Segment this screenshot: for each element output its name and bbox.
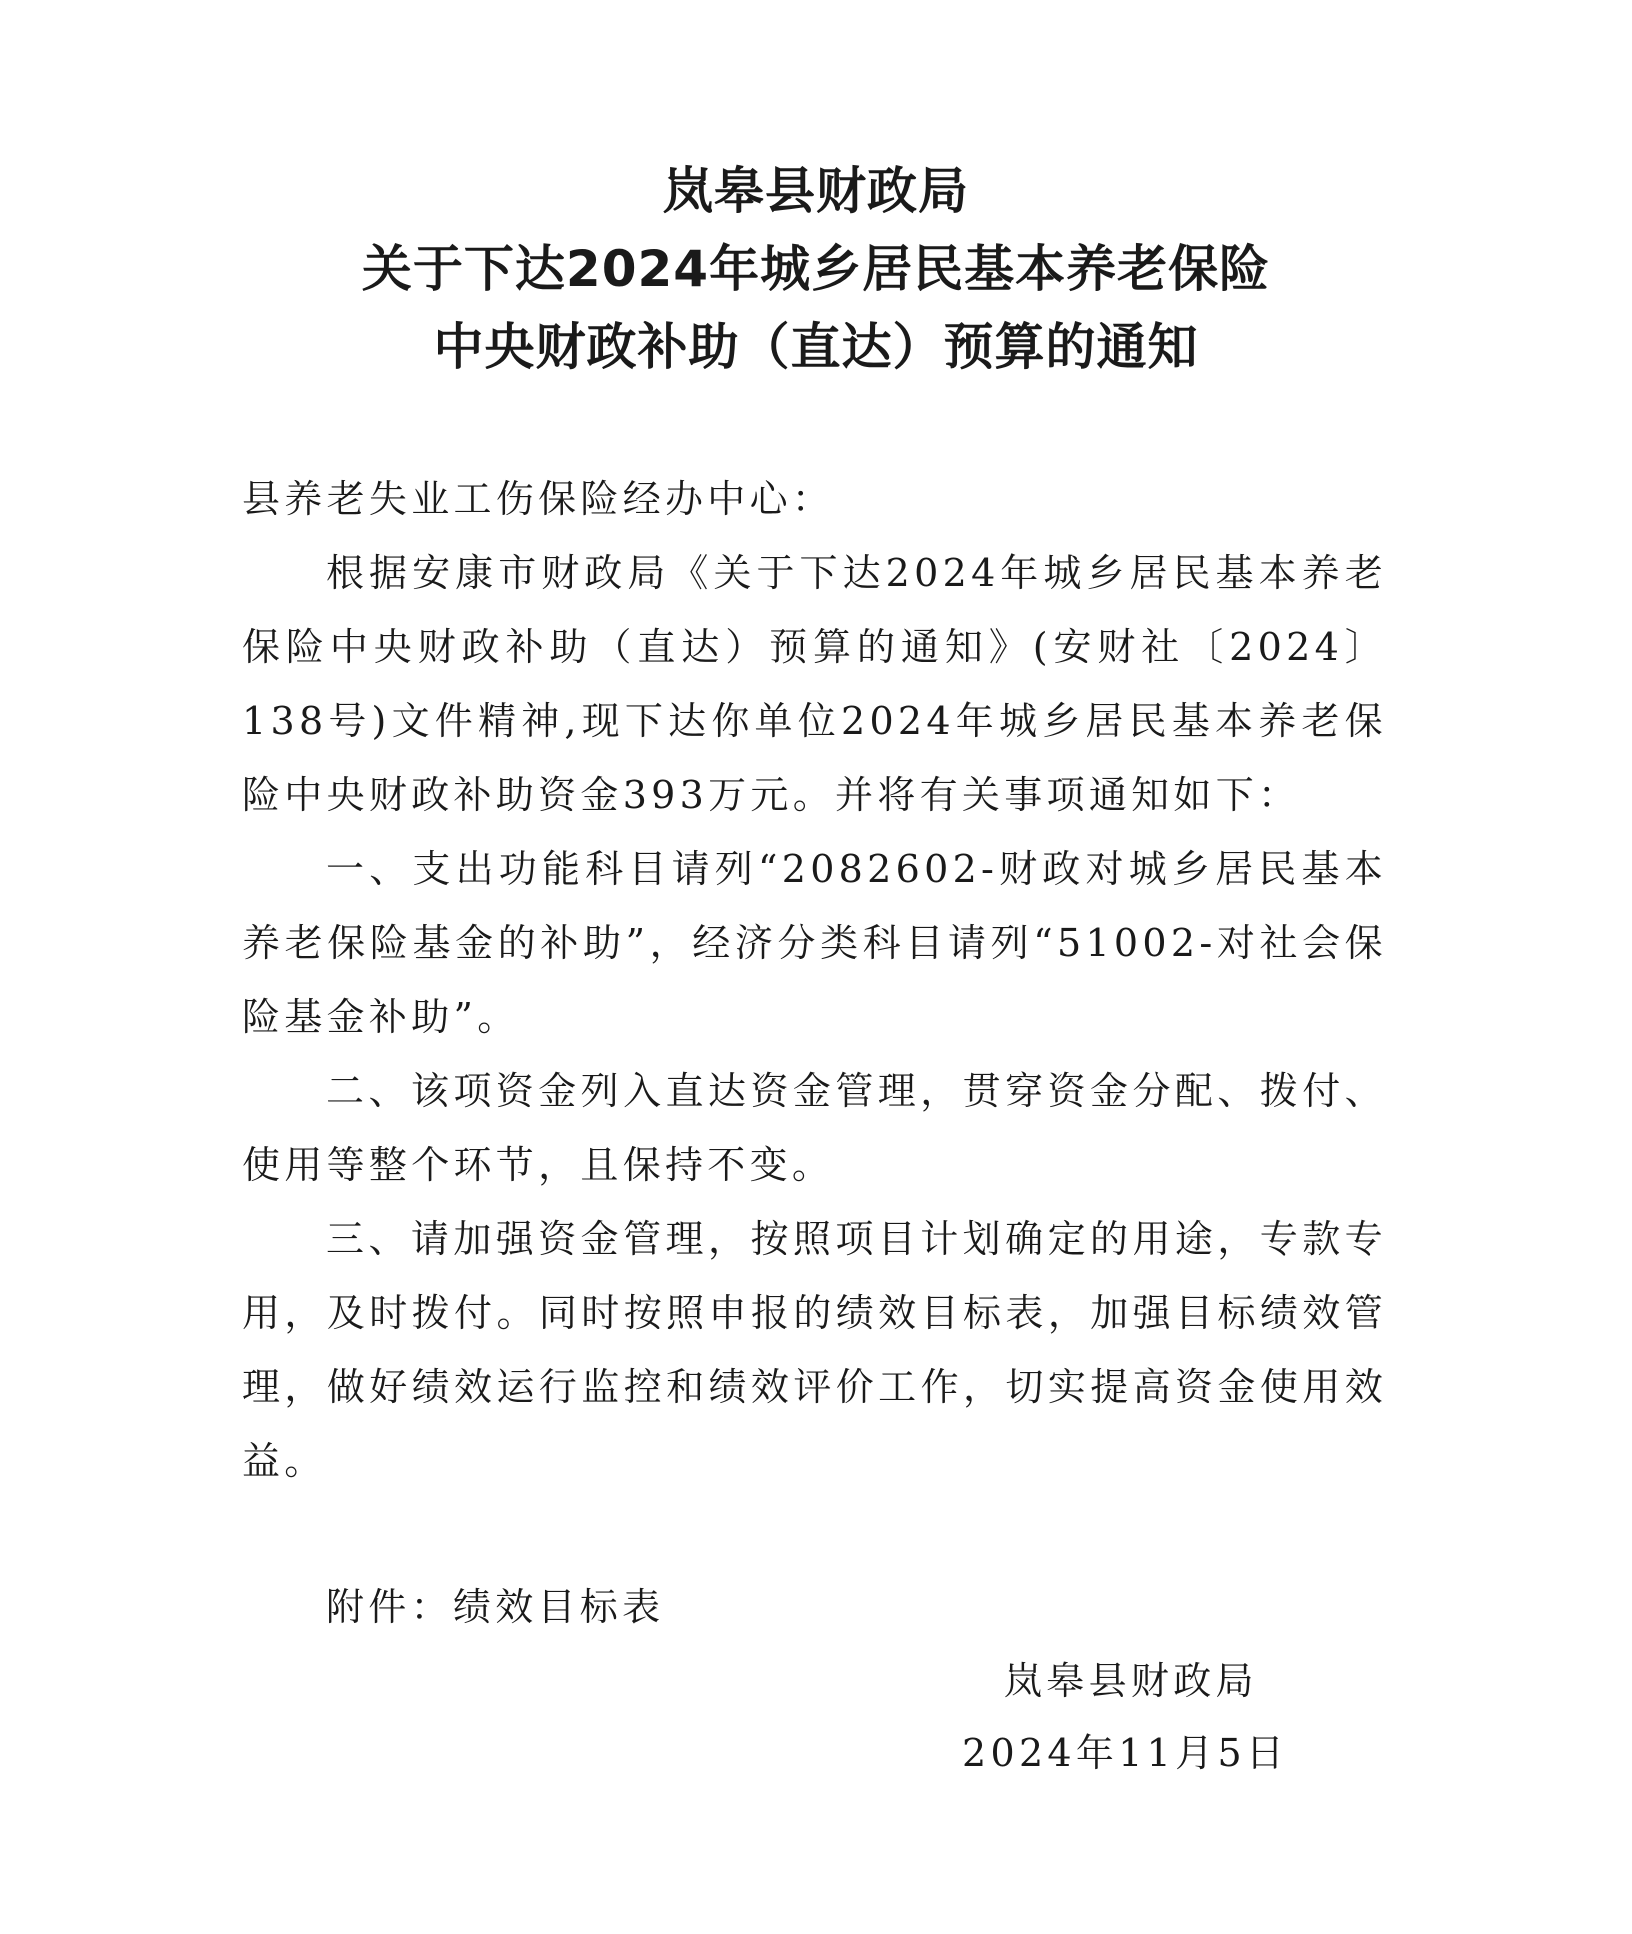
paragraph-item-1: 一、支出功能科目请列“2082602-财政对城乡居民基本养老保险基金的补助”，经济分类科目请列“51002-对社会保险基金补助”。: [242, 847, 1387, 1039]
title-line-3: 中央财政补助（直达）预算的通知: [433, 318, 1199, 376]
paragraph-intro: 根据安康市财政局《关于下达2024年城乡居民基本养老保险中央财政补助（直达）预算的通知》(安财社〔2024〕138号)文件精神,现下达你单位2024年城乡居民基本养老保险中央财政补助资金393万元。并将有关事项通知如下：: [242, 551, 1387, 817]
paragraph-item-2: 二、该项资金列入直达资金管理，贯穿资金分配、拨付、使用等整个环节，且保持不变。: [242, 1069, 1387, 1187]
title-line-1: 岚皋县财政局: [663, 162, 969, 220]
signature-date: 2024年11月5日: [962, 1731, 1289, 1775]
addressee: 县养老失业工伤保险经办中心：: [242, 477, 835, 521]
attachment-note: 附件：绩效目标表: [326, 1585, 665, 1629]
paragraph-item-3: 三、请加强资金管理，按照项目计划确定的用途，专款专用，及时拨付。同时按照申报的绩效目标表，加强目标绩效管理，做好绩效运行监控和绩效评价工作，切实提高资金使用效益。: [242, 1217, 1387, 1483]
document-body: [242, 462, 1387, 1498]
document-title: [0, 152, 1632, 386]
title-line-2: 关于下达2024年城乡居民基本养老保险: [361, 240, 1271, 298]
signature-organization: 岚皋县财政局: [1004, 1659, 1258, 1703]
